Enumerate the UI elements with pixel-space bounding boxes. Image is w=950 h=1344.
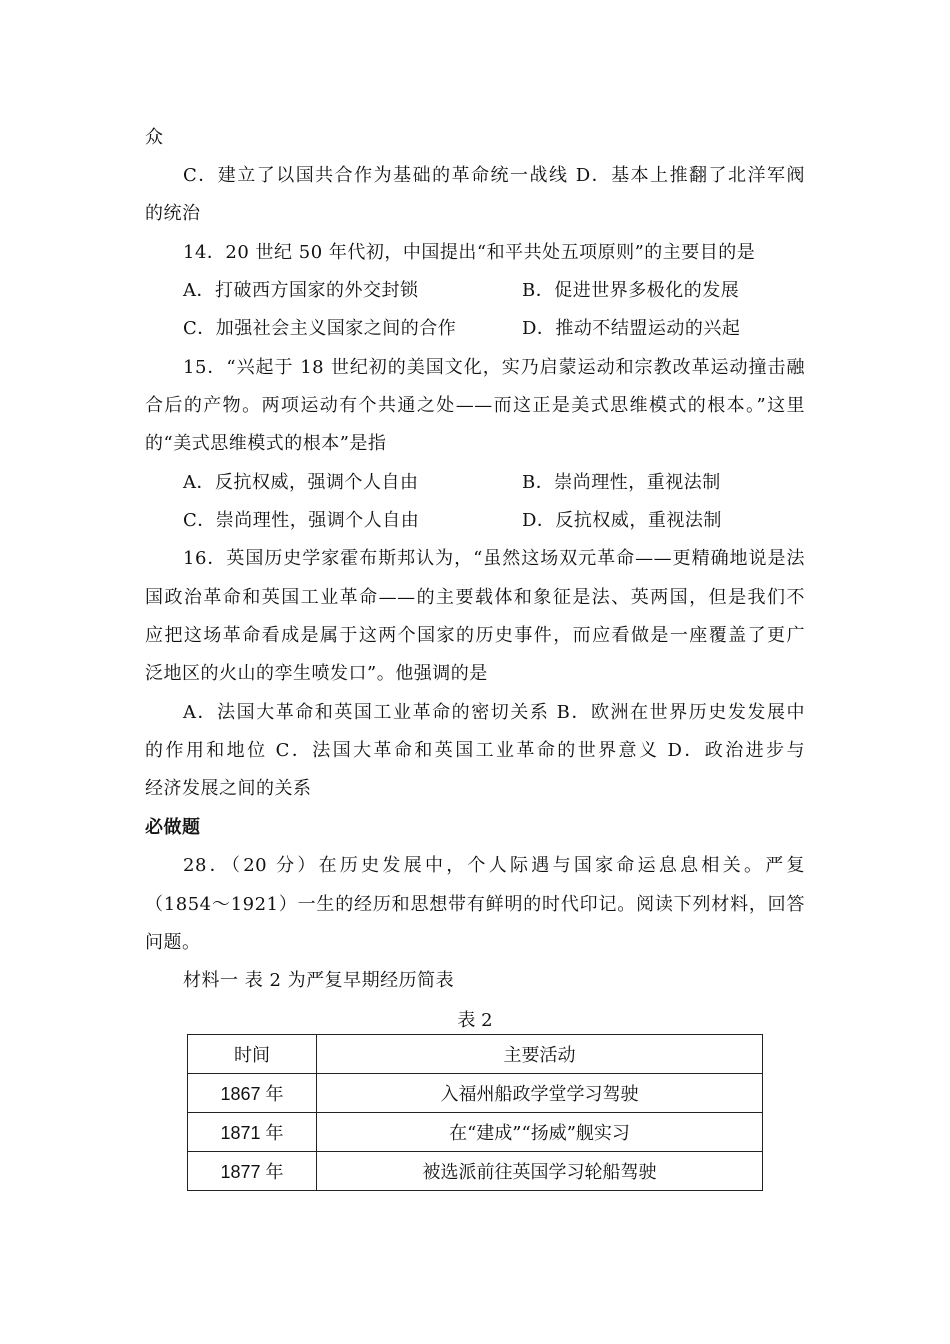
q16-stem-line4: 泛地区的火山的孪生喷发口”。他强调的是 xyxy=(145,663,488,684)
table-header-activity: 主要活动 xyxy=(317,1035,763,1074)
q13-tail: 众 xyxy=(145,127,164,148)
q15-stem-line1: 15．“兴起于 18 世纪初的美国文化，实乃启蒙运动和宗教改革运动撞击融 xyxy=(183,357,805,378)
q16-stem-line1: 16．英国历史学家霍布斯邦认为，“虽然这场双元革命——更精确地说是法 xyxy=(183,548,805,569)
q15-stem-line2: 合后的产物。两项运动有个共通之处——而这正是美式思维模式的根本。”这里 xyxy=(145,395,805,416)
table-cell-year: 1877 年 xyxy=(188,1152,317,1191)
table-row xyxy=(188,1113,763,1152)
q13-options-cd-cont: 的统治 xyxy=(145,203,201,224)
q16-options-line3: 经济发展之间的关系 xyxy=(145,778,312,799)
q14-option-d: D．推动不结盟运动的兴起 xyxy=(522,318,741,339)
table-cell-year: 1867 年 xyxy=(188,1074,317,1113)
q14-option-c: C．加强社会主义国家之间的合作 xyxy=(183,318,457,339)
q15-option-c: C．崇尚理性，强调个人自由 xyxy=(183,510,420,531)
table-row xyxy=(188,1074,763,1113)
q15-option-d: D．反抗权威，重视法制 xyxy=(522,510,722,531)
section-title: 必做题 xyxy=(145,817,201,838)
table-cell-year: 1871 年 xyxy=(188,1113,317,1152)
q15-option-b: B．崇尚理性，重视法制 xyxy=(522,472,721,493)
table-cell-activity: 被选派前往英国学习轮船驾驶 xyxy=(317,1152,763,1191)
q16-options-line2: 的作用和地位 C．法国大革命和英国工业革命的世界意义 D．政治进步与 xyxy=(145,740,805,761)
q14-stem: 14．20 世纪 50 年代初，中国提出“和平共处五项原则”的主要目的是 xyxy=(183,242,756,263)
q13-options-cd: C．建立了以国共合作为基础的革命统一战线 D．基本上推翻了北洋军阀 xyxy=(183,165,805,186)
q28-line1: 28．（20 分）在历史发展中，个人际遇与国家命运息息相关。严复 xyxy=(183,855,805,876)
q28-line2: （1854～1921）一生的经历和思想带有鲜明的时代印记。阅读下列材料，回答 xyxy=(145,894,805,915)
q14-option-a: A．打破西方国家的外交封锁 xyxy=(183,280,419,301)
experience-table xyxy=(187,1034,763,1191)
table-header-time: 时间 xyxy=(188,1035,317,1074)
table-cell-activity: 入福州船政学堂学习驾驶 xyxy=(317,1074,763,1113)
q28-material1: 材料一 表 2 为严复早期经历简表 xyxy=(183,970,455,991)
q28-line3: 问题。 xyxy=(145,932,201,953)
q15-stem-line3: 的“美式思维模式的根本”是指 xyxy=(145,433,387,454)
q16-options-line1: A．法国大革命和英国工业革命的密切关系 B．欧洲在世界历史发发展中 xyxy=(183,702,805,723)
table-header-row xyxy=(188,1035,763,1074)
table-caption: 表 2 xyxy=(457,1010,493,1031)
q14-option-b: B．促进世界多极化的发展 xyxy=(522,280,740,301)
q16-stem-line2: 国政治革命和英国工业革命——的主要载体和象征是法、英两国，但是我们不 xyxy=(145,587,805,608)
table-row xyxy=(188,1152,763,1191)
table-cell-activity: 在“建成”“扬威”舰实习 xyxy=(317,1113,763,1152)
q15-option-a: A．反抗权威，强调个人自由 xyxy=(183,472,419,493)
q16-stem-line3: 应把这场革命看成是属于这两个国家的历史事件，而应看做是一座覆盖了更广 xyxy=(145,625,805,646)
